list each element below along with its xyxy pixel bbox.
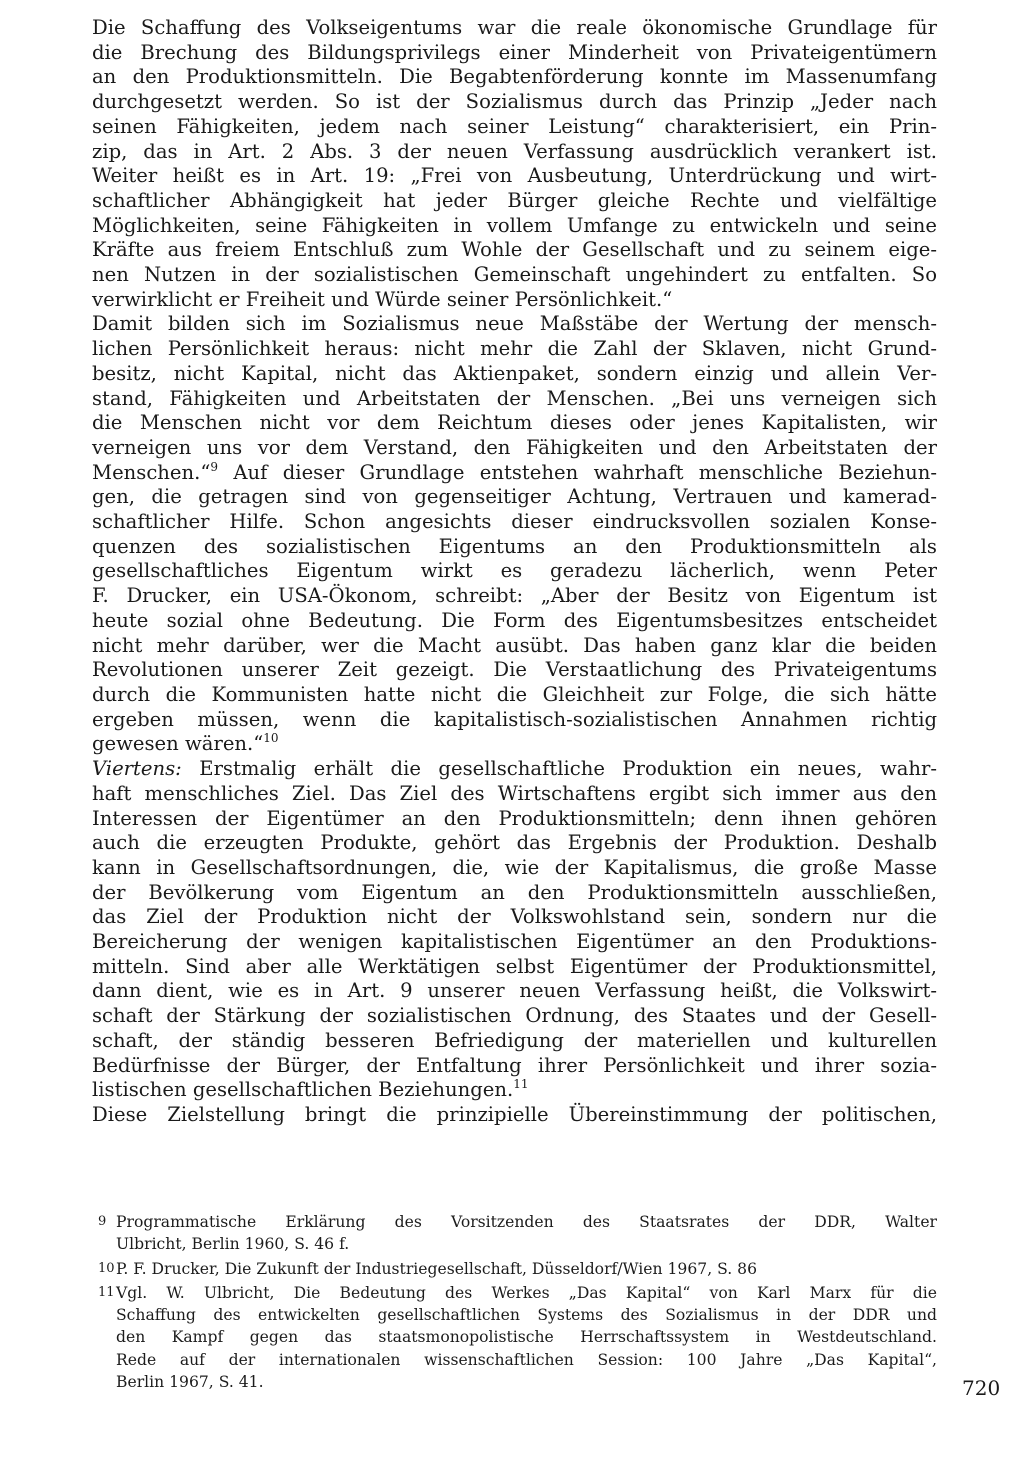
footnote-ref-11: 11: [513, 1077, 529, 1092]
text-line: Weiter heißt es in Art. 19: „Frei von Ausbeutung, Unterdrückung und wirt-: [92, 164, 937, 188]
text-segment: Erstmalig erhält die gesellschaftliche Produktion ein neues, wahr-: [199, 757, 938, 781]
text-line-with-footnote: [92, 461, 937, 486]
text-line: verwirklicht er Freiheit und Würde seiner Persönlichkeit.“: [92, 287, 673, 311]
text-line: kann in Gesellschaftsordnungen, die, wie der Kapitalismus, die große Masse: [92, 855, 937, 879]
text-line: gen, die getragen sind von gegenseitiger Achtung, Vertrauen und kamerad-: [92, 485, 937, 509]
text-line: Diese Zielstellung bringt die prinzipielle Übereinstimmung der politischen,: [92, 1102, 937, 1126]
text-line: lichen Persönlichkeit heraus: nicht mehr die Zahl der Sklaven, nicht Grund-: [92, 337, 937, 361]
footnote-line: Vgl. W. Ulbricht, Die Bedeutung des Werkes „Das Kapital“ von Karl Marx für die: [116, 1283, 937, 1302]
footnote-line: P. F. Drucker, Die Zukunft der Industriegesellschaft, Düsseldorf/Wien 1967, S. 86: [116, 1259, 757, 1278]
text-line: die Brechung des Bildungsprivilegs einer Minderheit von Privateigentümern: [92, 40, 937, 64]
text-line: schaft der Stärkung der sozialistischen Ordnung, des Staates und der Gesell-: [92, 1004, 937, 1028]
text-line: schaft, der ständig besseren Befriedigung der materiellen und kulturellen: [92, 1028, 937, 1052]
footnote-ref-10: 10: [263, 731, 279, 746]
paragraph-2: [92, 312, 937, 757]
text-line: schaftlicher Abhängigkeit hat jeder Bürger gleiche Rechte und vielfältige: [92, 188, 937, 212]
text-line: zip, das in Art. 2 Abs. 3 der neuen Verfassung ausdrücklich verankert ist.: [92, 139, 937, 163]
footnote-line: Schaffung des entwickelten gesellschaftlichen Systems des Sozialismus in der DDR und: [116, 1306, 937, 1325]
text-line: Kräfte aus freiem Entschluß zum Wohle der Gesellschaft und zu seinem eige-: [92, 238, 937, 262]
text-line: Bereicherung der wenigen kapitalistischen Eigentümer an den Produktions-: [92, 930, 937, 954]
text-line: schaftlicher Hilfe. Schon angesichts dieser eindrucksvollen sozialen Konse-: [92, 510, 937, 534]
footnote-line: Berlin 1967, S. 41.: [116, 1373, 264, 1392]
text-line-with-footnote: [92, 1078, 937, 1103]
text-line: gesellschaftliches Eigentum wirkt es geradezu lächerlich, wenn Peter: [92, 559, 937, 583]
footnote-number: 10: [98, 1260, 115, 1276]
text-segment: Menschen.“: [92, 460, 211, 484]
text-line: nen Nutzen in der sozialistischen Gemeinschaft ungehindert zu entfalten. So: [92, 263, 937, 287]
footnote-11: [92, 1282, 937, 1393]
footnote-line: den Kampf gegen das staatsmonopolistische Herrschaftssystem in Westdeutschland.: [116, 1328, 937, 1347]
footnote-number: 9: [98, 1214, 107, 1229]
text-line: F. Drucker, ein USA-Ökonom, schreibt: „Aber der Besitz von Eigentum ist: [92, 584, 937, 608]
footnotes: [92, 1211, 937, 1395]
text-line: das Ziel der Produktion nicht der Volkswohlstand sein, sondern nur die: [92, 905, 937, 929]
text-line: seinen Fähigkeiten, jedem nach seiner Leistung“ charakterisiert, ein Prin-: [92, 114, 937, 138]
text-line: verneigen uns vor dem Verstand, den Fähigkeiten und den Arbeitstaten der: [92, 435, 937, 459]
lead-word: Viertens:: [92, 757, 182, 781]
text-line: mitteln. Sind aber alle Werktätigen selbst Eigentümer der Produktionsmittel,: [92, 954, 937, 978]
text-line: ergeben müssen, wenn die kapitalistisch-sozialistischen Annahmen richtig: [92, 707, 937, 731]
text-line: Revolutionen unserer Zeit gezeigt. Die Verstaatlichung des Privateigentums: [92, 658, 937, 682]
text-line: dann dient, wie es in Art. 9 unserer neuen Verfassung heißt, die Volkswirt-: [92, 979, 937, 1003]
text-line: Möglichkeiten, seine Fähigkeiten in vollem Umfange zu entwickeln und seine: [92, 213, 937, 237]
text-line: haft menschliches Ziel. Das Ziel des Wirtschaftens ergibt sich immer aus den: [92, 781, 937, 805]
text-line: Interessen der Eigentümer an den Produktionsmitteln; denn ihnen gehören: [92, 806, 937, 830]
footnote-line: Programmatische Erklärung des Vorsitzenden des Staatsrates der DDR, Walter: [116, 1213, 937, 1231]
footnote-number: 11: [98, 1284, 115, 1300]
text-line: nicht mehr darüber, wer die Macht ausübt. Das haben ganz klar die beiden: [92, 633, 937, 657]
text-line: durch die Kommunisten hatte nicht die Gleichheit zur Folge, die sich hätte: [92, 682, 937, 706]
text-line: der Bevölkerung vom Eigentum an den Produktionsmitteln ausschließen,: [92, 880, 937, 904]
page-body: [92, 16, 937, 1128]
text-segment: gewesen wären.“: [92, 732, 264, 756]
text-line: Bedürfnisse der Bürger, der Entfaltung ihrer Persönlichkeit und ihrer sozia-: [92, 1053, 937, 1077]
text-line: an den Produktionsmitteln. Die Begabtenförderung konnte im Massenumfang: [92, 65, 937, 89]
text-line: stand, Fähigkeiten und Arbeitstaten der Menschen. „Bei uns verneigen sich: [92, 386, 937, 410]
paragraph-1: [92, 16, 937, 312]
text-line-with-footnote: [92, 732, 937, 757]
footnote-line: Ulbricht, Berlin 1960, S. 46 f.: [116, 1235, 350, 1254]
text-line: besitz, nicht Kapital, nicht das Aktienpaket, sondern einzig und allein Ver-: [92, 361, 937, 385]
text-segment: Auf dieser Grundlage entstehen wahrhaft menschliche Beziehun-: [233, 460, 937, 484]
text-line: die Menschen nicht vor dem Reichtum dieses oder jenes Kapitalisten, wir: [92, 411, 937, 435]
text-line: heute sozial ohne Bedeutung. Die Form des Eigentumsbesitzes entscheidet: [92, 608, 937, 632]
text-line: Damit bilden sich im Sozialismus neue Maßstäbe der Wertung der mensch-: [92, 312, 937, 336]
paragraph-4: [92, 1103, 937, 1128]
text-line: auch die erzeugten Produkte, gehört das Ergebnis der Produktion. Deshalb: [92, 831, 937, 855]
text-line: quenzen des sozialistischen Eigentums an den Produktionsmitteln als: [92, 534, 937, 558]
footnote-ref-9: 9: [210, 459, 219, 474]
paragraph-3: [92, 757, 937, 1103]
text-line: Die Schaffung des Volkseigentums war die reale ökonomische Grundlage für: [92, 16, 937, 39]
page-number: 720: [962, 1376, 1001, 1400]
footnote-9: [92, 1211, 937, 1256]
text-line: durchgesetzt werden. So ist der Sozialismus durch das Prinzip „Jeder nach: [92, 90, 937, 114]
text-segment: listischen gesellschaftlichen Beziehungen.: [92, 1078, 514, 1102]
text-line: [92, 757, 937, 782]
footnote-line: Rede auf der internationalen wissenschaftlichen Session: 100 Jahre „Das Kapital“,: [116, 1350, 937, 1369]
footnote-10: [92, 1258, 937, 1280]
